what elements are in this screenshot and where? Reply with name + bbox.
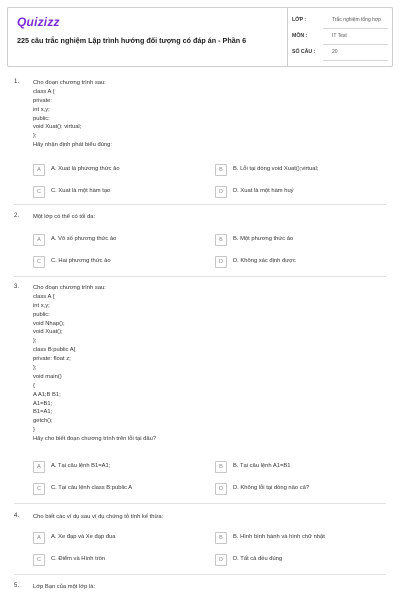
question-line: Hãy cho biết đoạn chương trình trên lỗi tại đâu? — [33, 436, 157, 443]
question-divider — [14, 503, 386, 504]
option-text: D. Xuat là một hàm huỷ — [233, 188, 294, 194]
question-number: 2. — [14, 213, 20, 219]
option-text: A. Xe đạp và Xe đạp đua — [51, 534, 116, 540]
question-line: getch(); — [33, 418, 53, 425]
quizizz-logo: Quizizz — [17, 15, 60, 29]
option-letter-box: C — [33, 483, 45, 495]
meta-value-class: Trắc nghiệm tổng hợp — [332, 17, 381, 23]
option-text: B. Lỗi tại dòng void Xuat();virtual; — [233, 166, 319, 172]
option-text: C. Hai phương thức ảo — [51, 258, 111, 264]
option-letter-box: C — [33, 256, 45, 268]
question-line: int x,y; — [33, 302, 50, 309]
option-c[interactable] — [33, 482, 198, 496]
question-line: Cho biết các ví dụ sau ví dụ chứng tỏ tính kế thừa: — [33, 514, 164, 520]
question-line: void main() — [33, 373, 62, 380]
option-text: D. Tất cả đều đúng — [233, 556, 283, 562]
question-divider — [14, 574, 386, 575]
question-line: class A { — [33, 293, 55, 300]
question-number: 1. — [14, 79, 20, 85]
question-line: { — [33, 382, 35, 389]
option-letter-box: B — [215, 461, 227, 473]
question-line: }; — [33, 365, 37, 372]
question-line: Hãy nhận định phát biểu đúng: — [33, 142, 112, 149]
option-letter-box: C — [33, 554, 45, 566]
option-letter-box: A — [33, 234, 45, 246]
option-letter-box: C — [33, 186, 45, 198]
option-text: D. Không lỗi tại dòng nào cả? — [233, 485, 310, 491]
option-c[interactable] — [33, 185, 198, 199]
question-line: private: float z; — [33, 356, 71, 363]
meta-row-class — [292, 14, 388, 31]
option-b[interactable] — [215, 163, 380, 177]
option-letter-box: A — [33, 164, 45, 176]
meta-underline — [323, 60, 388, 61]
question-line: int x,y; — [33, 106, 50, 113]
question-number: 3. — [14, 284, 20, 290]
option-text: B. Tại câu lệnh A1=B1 — [233, 463, 291, 469]
option-text: B. Một phương thức ảo — [233, 236, 294, 242]
option-b[interactable] — [215, 531, 380, 545]
option-d[interactable] — [215, 482, 380, 496]
question-line: A1=B1; — [33, 400, 53, 407]
meta-underline — [323, 28, 388, 29]
question-line: B1=A1; — [33, 409, 53, 416]
question-number: 4. — [14, 513, 20, 519]
meta-underline — [323, 44, 388, 45]
question-line: void Xuat(); — [33, 329, 63, 336]
meta-label-count: SỐ CÂU : — [292, 49, 316, 55]
question-number: 5. — [14, 583, 20, 589]
option-letter-box: A — [33, 461, 45, 473]
option-d[interactable] — [215, 185, 380, 199]
option-c[interactable] — [33, 553, 198, 567]
question-line: class A { — [33, 88, 55, 95]
option-text: C. Tại câu lệnh class B:public A — [51, 485, 133, 491]
option-d[interactable] — [215, 553, 380, 567]
option-letter-box: A — [33, 532, 45, 544]
meta-label-class: LỚP : — [292, 17, 307, 23]
meta-value-subject: IT Test — [332, 33, 347, 39]
option-a[interactable] — [33, 233, 198, 247]
option-c[interactable] — [33, 255, 198, 269]
question-line: A A1;B B1; — [33, 391, 61, 398]
meta-label-subject: MÔN : — [292, 33, 308, 39]
option-letter-box: B — [215, 164, 227, 176]
question-line: Một lớp có thể có tối đa: — [33, 214, 96, 220]
question-text — [33, 79, 383, 150]
option-letter-box: B — [215, 532, 227, 544]
option-letter-box: B — [215, 234, 227, 246]
option-letter-box: D — [215, 554, 227, 566]
header-divider — [287, 8, 288, 66]
page-title: 225 câu trắc nghiệm Lập trình hướng đối tượng có đáp án - Phần 6 — [17, 36, 247, 45]
question-line: }; — [33, 338, 37, 345]
question-line: void Nhap(); — [33, 320, 65, 327]
meta-row-count — [292, 46, 388, 63]
option-letter-box: D — [215, 483, 227, 495]
option-b[interactable] — [215, 233, 380, 247]
option-d[interactable] — [215, 255, 380, 269]
question-line: } — [33, 427, 35, 434]
question-line: public: — [33, 115, 50, 122]
question-text — [33, 213, 383, 222]
question-line: Cho đoạn chương trình sau: — [33, 80, 106, 86]
option-text: B. Hình bình hành và hình chữ nhật — [233, 534, 325, 540]
question-text — [33, 284, 383, 444]
option-a[interactable] — [33, 163, 198, 177]
question-text — [33, 583, 383, 592]
meta-row-subject — [292, 30, 388, 47]
question-line: private: — [33, 97, 53, 104]
option-a[interactable] — [33, 460, 198, 474]
question-line: Lớp Bạn của một lớp là: — [33, 584, 96, 590]
question-line: public: — [33, 311, 50, 318]
question-line: class B:public A{ — [33, 347, 76, 354]
option-text: A. Tại câu lệnh B1=A1; — [51, 463, 111, 469]
question-line: }; — [33, 133, 37, 140]
question-divider — [14, 204, 386, 205]
option-letter-box: D — [215, 256, 227, 268]
question-divider — [14, 276, 386, 277]
option-a[interactable] — [33, 531, 198, 545]
question-text — [33, 513, 383, 522]
option-text: A. Xuat là phương thức ảo — [51, 166, 120, 172]
option-text: A. Vô số phương thức ảo — [51, 236, 117, 242]
option-text: C. Điểm và Hình tròn — [51, 556, 106, 562]
question-line: Cho đoạn chương trình sau: — [33, 285, 106, 291]
option-letter-box: D — [215, 186, 227, 198]
header-box — [7, 7, 393, 67]
option-text: D. Không xác định được — [233, 258, 296, 264]
meta-value-count: 20 — [332, 49, 338, 55]
option-text: C. Xuat là một hàm tạo — [51, 188, 111, 194]
question-line: void Xuat(): virtual; — [33, 124, 82, 131]
option-b[interactable] — [215, 460, 380, 474]
